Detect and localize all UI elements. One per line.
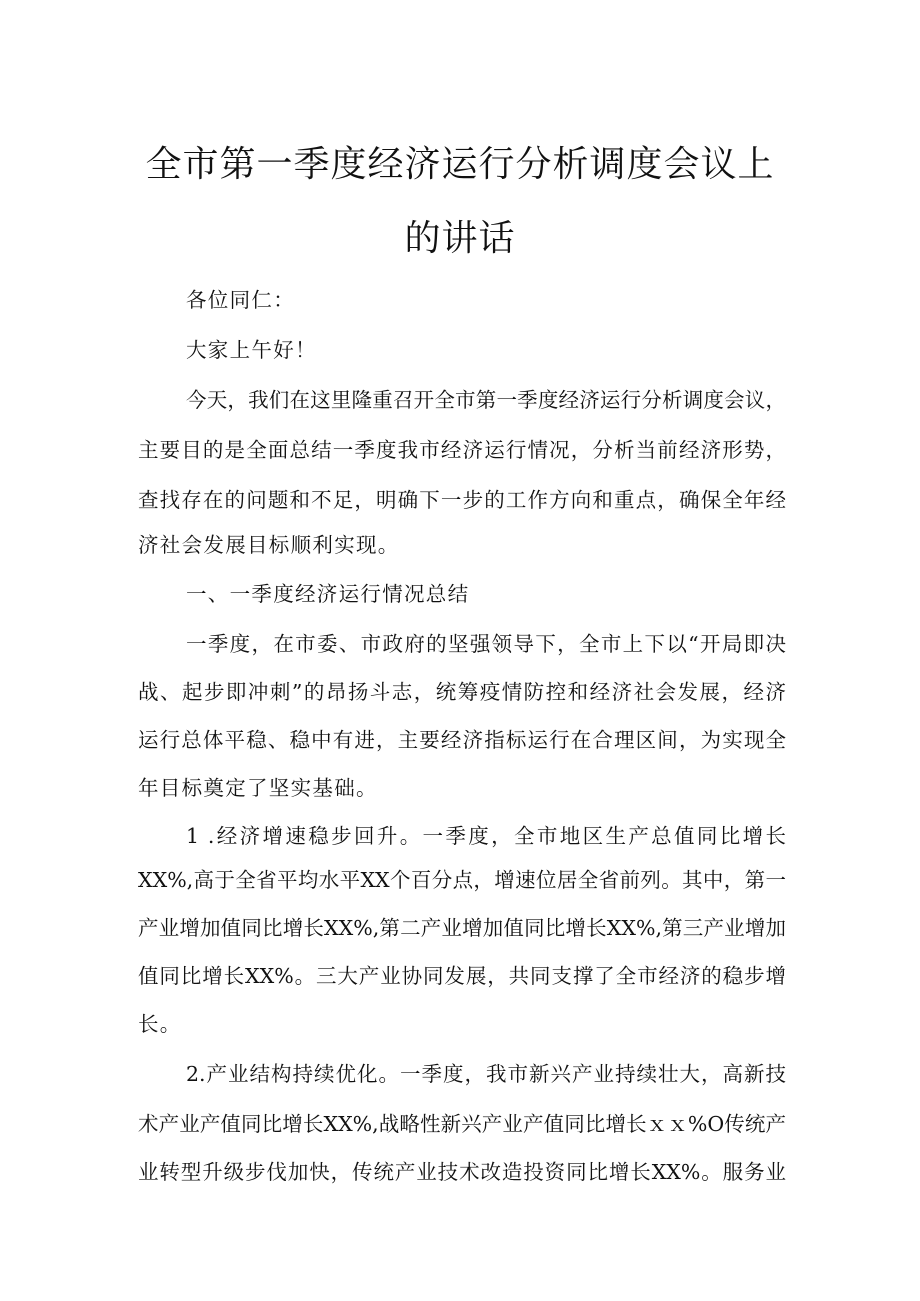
paragraph-line: 术产业产值同比增长XX%,战略性新兴产业产值同比增长ｘｘ%O传统产 xyxy=(138,1112,786,1136)
document-title-line-2: 的讲话 xyxy=(404,218,516,259)
paragraph-line: 值同比增长XX%。三大产业协同发展，共同支撑了全市经济的稳步增 xyxy=(138,964,786,988)
paragraph-line: 1 .经济增速稳步回升。一季度，全市地区生产总值同比增长 xyxy=(186,824,786,848)
paragraph-line: 产业增加值同比增长XX%,第二产业增加值同比增长XX%,第三产业增加 xyxy=(138,916,786,940)
paragraph-line: 运行总体平稳、稳中有进，主要经济指标运行在合理区间，为实现全 xyxy=(138,728,786,752)
paragraph-line: 年目标奠定了坚实基础。 xyxy=(138,776,378,800)
paragraph-line: 2.产业结构持续优化。一季度，我市新兴产业持续壮大，高新技 xyxy=(186,1062,786,1086)
salutation: 各位同仁： xyxy=(186,288,295,312)
paragraph-line: 济社会发展目标顺利实现。 xyxy=(138,533,400,557)
paragraph-line: 战、起步即冲刺”的昂扬斗志，统筹疫情防控和经济社会发展，经济 xyxy=(138,680,786,704)
paragraph-line: XX%,高于全省平均水平XX个百分点，增速位居全省前列。其中，第一 xyxy=(138,868,786,892)
paragraph-line: 主要目的是全面总结一季度我市经济运行情况，分析当前经济形势， xyxy=(138,438,786,462)
section-heading: 一、一季度经济运行情况总结 xyxy=(186,582,470,606)
paragraph-line: 长。 xyxy=(138,1012,182,1036)
greeting: 大家上午好！ xyxy=(186,338,317,362)
paragraph-line: 一季度，在市委、市政府的坚强领导下，全市上下以“开局即决 xyxy=(186,632,786,656)
paragraph-line: 业转型升级步伐加快，传统产业技术改造投资同比增长XX%。服务业 xyxy=(138,1160,786,1184)
paragraph-line: 查找存在的问题和不足，明确下一步的工作方向和重点，确保全年经 xyxy=(138,488,786,512)
document-title-line-1: 全市第一季度经济运行分析调度会议上 xyxy=(145,144,775,185)
paragraph-line: 今天，我们在这里隆重召开全市第一季度经济运行分析调度会议， xyxy=(186,388,786,412)
